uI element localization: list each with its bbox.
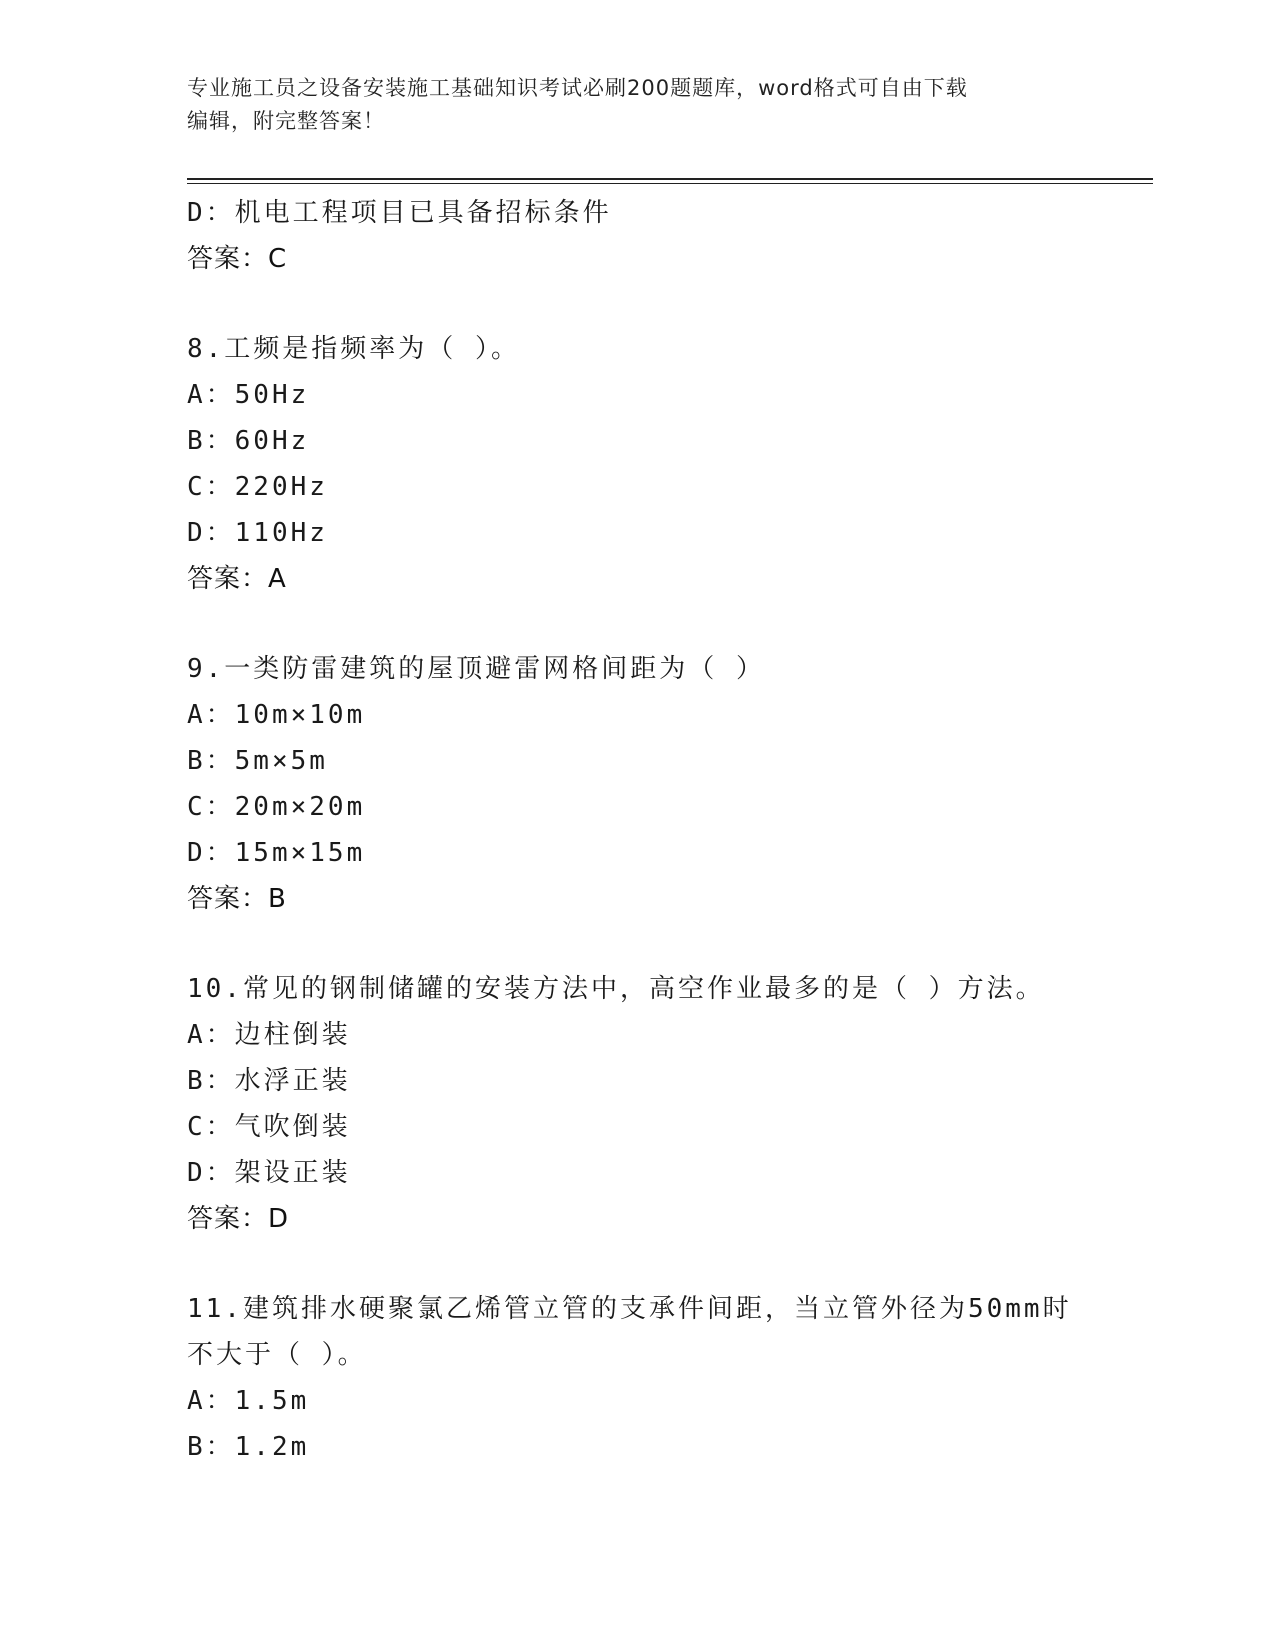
header-divider-secondary: [187, 183, 1153, 184]
option-b: B：水浮正装: [187, 1066, 351, 1096]
question-10: [187, 966, 1067, 1242]
option-d: D：架设正装: [187, 1158, 351, 1188]
question-list: [187, 190, 1072, 1470]
answer-line: 答案：C: [187, 244, 288, 274]
spacer: [187, 922, 1067, 966]
option-b: B：5m×5m: [187, 746, 328, 776]
question-text-line-1: 11.建筑排水硬聚氯乙烯管立管的支承件间距，当立管外径为50mm时: [187, 1294, 1072, 1324]
header-title-line-1: 专业施工员之设备安装施工基础知识考试必刷200题题库，word格式可自由下载: [187, 76, 968, 100]
option-c: C：220Hz: [187, 472, 328, 502]
question-text: 9.一类防雷建筑的屋顶避雷网格间距为（ ）: [187, 654, 765, 684]
option-a: A：边柱倒装: [187, 1020, 351, 1050]
option-b: B：1.2m: [187, 1432, 310, 1462]
header-title-line-2: 编辑，附完整答案！: [187, 109, 385, 133]
option-c: C：气吹倒装: [187, 1112, 351, 1142]
question-text: 10.常见的钢制储罐的安装方法中，高空作业最多的是（ ）方法。: [187, 974, 1045, 1004]
option-a: A：1.5m: [187, 1386, 310, 1416]
answer-line: 答案：A: [187, 564, 287, 594]
question-text-line-2: 不大于（ ）。: [187, 1340, 367, 1370]
option-b: B：60Hz: [187, 426, 310, 456]
document-header: [187, 72, 1067, 138]
option-a: A：50Hz: [187, 380, 310, 410]
spacer: [187, 1242, 1067, 1286]
answer-line: 答案：D: [187, 1204, 290, 1234]
option-c: C：20m×20m: [187, 792, 366, 822]
header-divider: [187, 178, 1153, 180]
question-text: 8.工频是指频率为（ ）。: [187, 334, 520, 364]
option-d: D：110Hz: [187, 518, 328, 548]
option-a: A：10m×10m: [187, 700, 366, 730]
question-7-tail: [187, 190, 1067, 282]
question-11: [187, 1286, 1072, 1470]
spacer: [187, 282, 1067, 326]
question-8: [187, 326, 1067, 602]
answer-line: 答案：B: [187, 884, 287, 914]
option-d: D：机电工程项目已具备招标条件: [187, 198, 612, 228]
option-d: D：15m×15m: [187, 838, 366, 868]
spacer: [187, 602, 1067, 646]
question-9: [187, 646, 1067, 922]
